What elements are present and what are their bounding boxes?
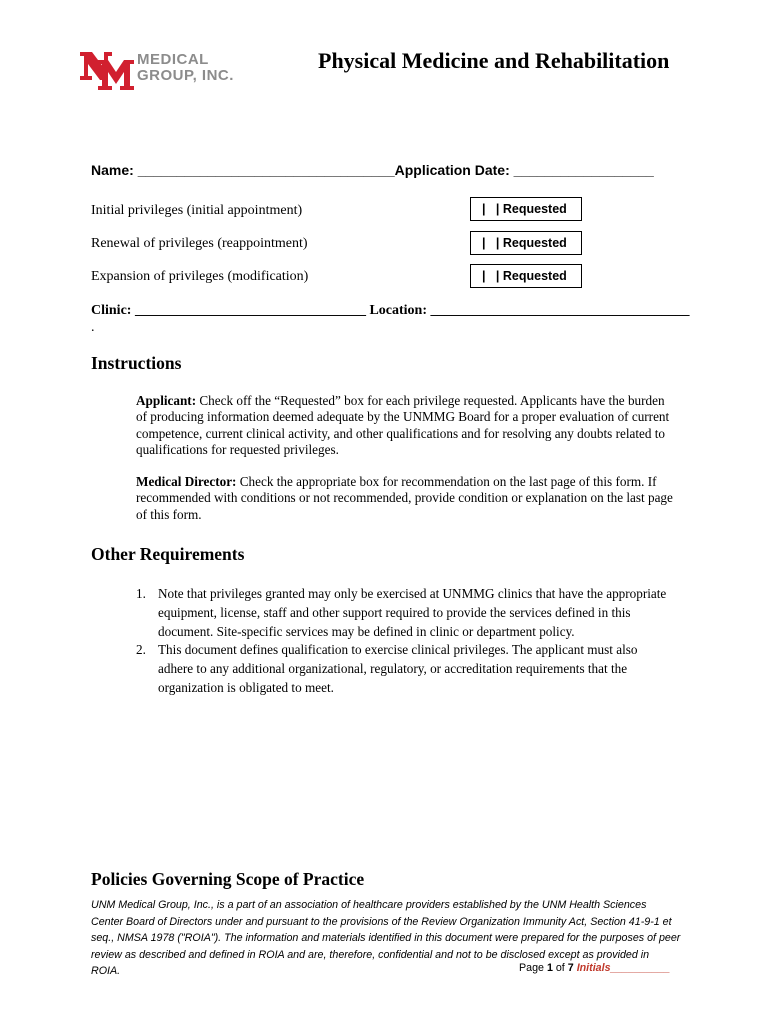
name-field[interactable]: _________________________________ (137, 162, 395, 178)
clinic-field[interactable]: _________________________________ (134, 303, 366, 318)
privilege-label-expansion: Expansion of privileges (modification) (91, 269, 309, 284)
confidentiality-notice: UNM Medical Group, Inc., is a part of an association of healthcare providers established by the UNM Health Sciences Center Board of Directors under and pursuant to the provisions of the Review Organization Immunity Act, Section 41-9-1 et seq., NMSA 1978 ("ROIA"). The information and materials identified in this document were prepared for the purposes of peer review as described and defined in ROIA and are, therefore, confidential and not to be disclosed except as provided in ROIA. (91, 899, 681, 977)
application-date-label: Application Date: (394, 162, 510, 178)
list-item-text: This document defines qualification to exercise clinical privileges. The applicant must also adhere to any additional organizational, regulatory, or accreditation requirements that the organization is obligated to meet. (158, 642, 638, 695)
application-date-field[interactable]: __________________ (513, 162, 654, 178)
requested-checkbox-renewal[interactable]: | | Requested (470, 231, 582, 255)
requested-checkbox-expansion[interactable]: | | Requested (470, 264, 582, 288)
director-text: Check the appropriate box for recommendation on the last page of this form. If recommended with conditions or not recommended, provide condition or explanation on the last page of this form. (136, 474, 673, 522)
clinic-label: Clinic: (91, 303, 132, 318)
requested-checkbox-initial[interactable]: | | Requested (470, 197, 582, 221)
list-item-number: 1. (136, 586, 146, 601)
applicant-label: Applicant: (136, 393, 197, 408)
initials-label: Initials (576, 962, 611, 974)
page-total: 7 (567, 962, 574, 974)
name-label: Name: (91, 162, 134, 178)
list-item (136, 585, 671, 641)
page-prefix: Page (519, 962, 547, 974)
privilege-label-renewal: Renewal of privileges (reappointment) (91, 236, 308, 251)
logo-line-2: GROUP, INC. (137, 67, 234, 84)
requirements-list (136, 585, 671, 698)
location-label: Location: (369, 303, 428, 318)
trailing-dot: . (91, 320, 95, 335)
applicant-instructions (136, 393, 674, 459)
applicant-text: Check off the “Requested” box for each privilege requested. Applicants have the burden of producing information deemed adequate by the UNMMG Board for a proper evaluation of current competence, current clinical activity, and other qualifications and for resolving any doubts related to qualifications for requested privileges. (136, 393, 670, 458)
list-item-number: 2. (136, 642, 146, 658)
list-item (136, 641, 671, 697)
page-indicator (515, 962, 670, 974)
privilege-label-initial: Initial privileges (initial appointment) (91, 203, 303, 218)
logo-wordmark (137, 52, 234, 84)
page-of: of (552, 962, 568, 974)
director-label: Medical Director: (136, 474, 237, 489)
other-requirements-heading: Other Requirements (91, 544, 245, 564)
policies-heading: Policies Governing Scope of Practice (91, 869, 365, 889)
logo-line-1: MEDICAL (137, 51, 209, 68)
director-instructions (136, 474, 676, 523)
location-field[interactable]: _____________________________________ (430, 303, 690, 318)
instructions-heading: Instructions (91, 353, 182, 373)
page-current: 1 (546, 962, 553, 974)
initials-field[interactable]: __________ (610, 962, 670, 974)
name-date-row (91, 162, 654, 178)
clinic-location-row (91, 303, 690, 319)
page-title: Physical Medicine and Rehabilitation (318, 48, 670, 73)
list-item-text: Note that privileges granted may only be exercised at UNMMG clinics that have the appropriate equipment, license, staff and other support required to provide the services defined in this document. Site-specific services may be defined in clinic or department policy. (158, 586, 667, 639)
